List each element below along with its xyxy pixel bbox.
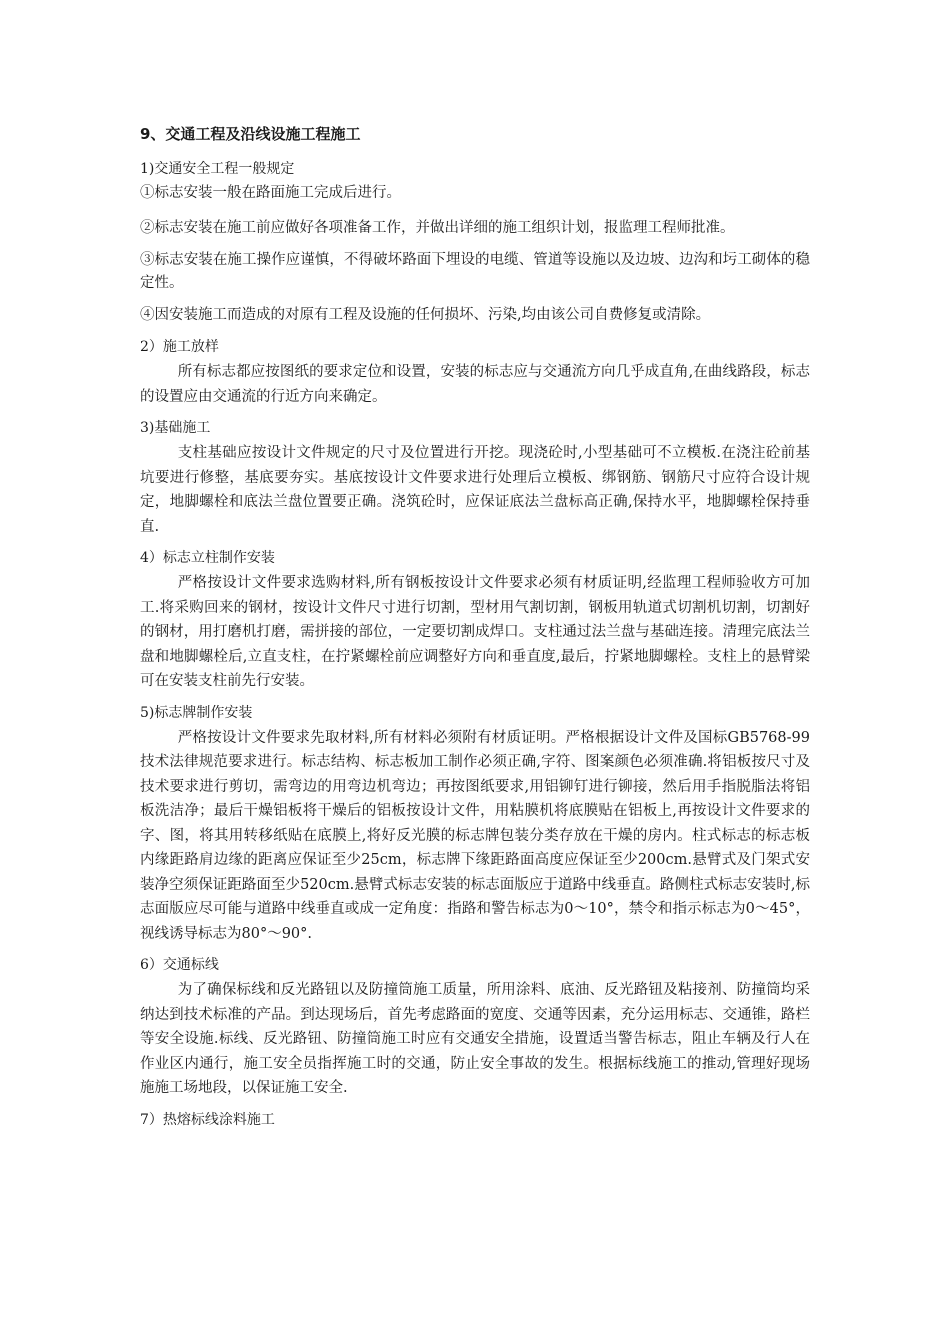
paragraph: 严格按设计文件要求选购材料,所有钢板按设计文件要求必须有材质证明,经监理工程师验收方可加工.将采购回来的钢材，按设计文件尺寸进行切割，型材用气割切割，钢板用轨道式切割机切割，切割好的钢材，用打磨机打磨，需拼接的部位，一定要切割成焊口。支柱通过法兰盘与基础连接。清理完底法兰盘和地脚螺栓后,立直支柱，在拧紧螺栓前应调整好方向和垂直度,最后，拧紧地脚螺栓。支柱上的悬臂梁可在安装支柱前先行安装。 xyxy=(140,575,810,689)
section-sign-post xyxy=(140,547,810,694)
list-item: ④因安装施工而造成的对原有工程及设施的任何损坏、污染,均由该公司自费修复或清除。 xyxy=(140,307,711,323)
section-sign-board xyxy=(140,702,810,947)
section-general-rules xyxy=(140,158,810,327)
paragraph: 所有标志都应按图纸的要求定位和设置，安装的标志应与交通流方向几乎成直角,在曲线路段，标志的设置应由交通流的行近方向来确定。 xyxy=(140,364,810,405)
section-heading: 5)标志牌制作安装 xyxy=(140,704,253,721)
document-page xyxy=(140,122,810,1135)
document-title: 9、交通工程及沿线设施工程施工 xyxy=(140,125,361,143)
list-item: ②标志安装在施工前应做好各项准备工作，并做出详细的施工组织计划，报监理工程师批准。 xyxy=(140,220,735,236)
section-heading: 7）热熔标线涂料施工 xyxy=(140,1111,275,1128)
section-foundation xyxy=(140,417,810,539)
section-heading: 1)交通安全工程一般规定 xyxy=(140,161,295,177)
section-layout-survey xyxy=(140,336,810,409)
section-heading: 3)基础施工 xyxy=(140,420,211,436)
section-hot-melt xyxy=(140,1109,810,1131)
paragraph: 为了确保标线和反光路钮以及防撞筒施工质量，所用涂料、底油、反光路钮及粘接剂、防撞筒均采纳达到技术标准的产品。到达现场后，首先考虑路面的宽度、交通等因素，充分运用标志、交通锥，路栏等安全设施.标线、反光路钮、防撞筒施工时应有交通安全措施，设置适当警告标志，阻止车辆及行人在作业区内通行，施工安全员指挥施工时的交通，防止安全事故的发生。根据标线施工的推动,管理好现场施施工场地段，以保证施工安全. xyxy=(140,982,810,1096)
section-heading: 2）施工放样 xyxy=(140,339,219,355)
section-road-marking xyxy=(140,954,810,1101)
list-item: ③标志安装在施工操作应谨慎，不得破坏路面下埋设的电缆、管道等设施以及边坡、边沟和圬工砌体的稳定性。 xyxy=(140,252,810,291)
section-heading: 4）标志立柱制作安装 xyxy=(140,550,275,566)
section-heading: 6）交通标线 xyxy=(140,957,219,973)
list-item: ①标志安装一般在路面施工完成后进行。 xyxy=(140,185,401,201)
paragraph: 支柱基础应按设计文件规定的尺寸及位置进行开挖。现浇砼时,小型基础可不立模板.在浇注砼前基坑要进行修整，基底要夯实。基底按设计文件要求进行处理后立模板、绑钢筋、钢筋尺寸应符合设计规定，地脚螺栓和底法兰盘位置要正确。浇筑砼时，应保证底法兰盘标高正确,保持水平，地脚螺栓保持垂直. xyxy=(140,445,810,535)
paragraph: 严格按设计文件要求先取材料,所有材料必须附有材质证明。严格根据设计文件及国标GB5768-99技术法律规范要求进行。标志结构、标志板加工制作必须正确,字符、图案颜色必须准确.将铝板按尺寸及技术要求进行剪切，需弯边的用弯边机弯边；再按图纸要求,用铝铆钉进行铆接，然后用手指脱脂法将铝板洗洁净；最后干燥铝板将干燥后的铝板按设计文件，用粘膜机将底膜贴在铝板上,再按设计文件要求的字、图，将其用转移纸贴在底膜上,将好反光膜的标志牌包装分类存放在干燥的房内。柱式标志的标志板内缘距路肩边缘的距离应保证至少25cm，标志牌下缘距路面高度应保证至少200cm.悬臂式及门架式安装净空须保证距路面至少520cm.悬臂式标志安装的标志面版应于道路中线垂直。路侧柱式标志安装时,标志面版应尽可能与道路中线垂直或成一定角度：指路和警告标志为0～10°，禁令和指示标志为0～45°，视线诱导标志为80°～90°. xyxy=(140,729,810,942)
